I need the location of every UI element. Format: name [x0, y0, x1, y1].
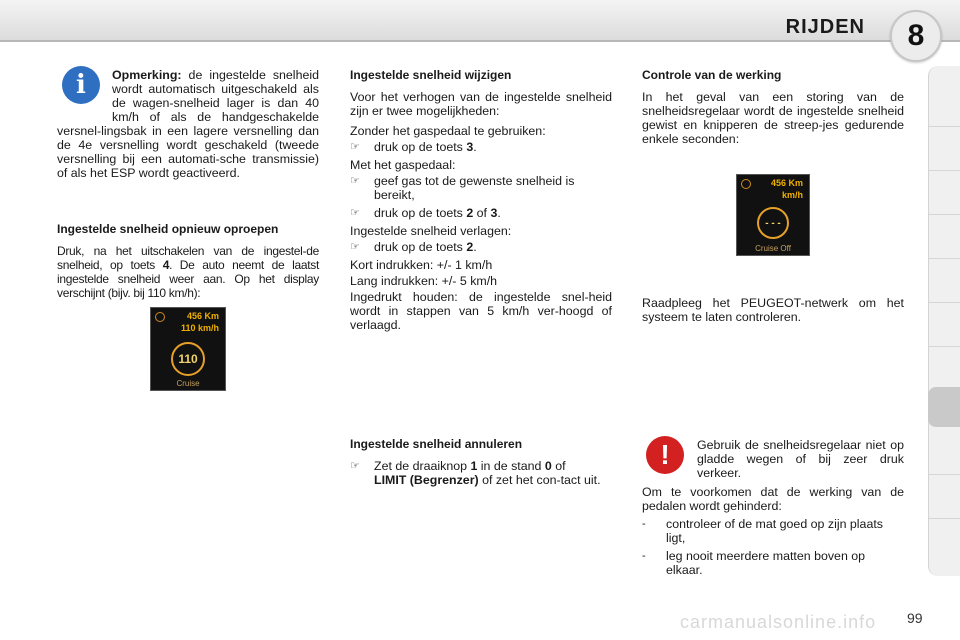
tab-divider — [929, 518, 960, 519]
change-heading: Ingestelde snelheid wijzigen — [350, 68, 512, 82]
chapter-tab-active[interactable] — [928, 387, 960, 427]
lower-label: Ingestelde snelheid verlagen: — [350, 224, 512, 238]
hold-text: Ingedrukt houden: de ingestelde snel-heid wordt in stappen van 5 km/h ver-hoogd of verlaagd. — [350, 290, 612, 332]
without-pedal: Zonder het gaspedaal te gebruiken: — [350, 124, 546, 138]
speed-readout: km/h — [781, 190, 803, 200]
key-number: 2 — [466, 206, 474, 220]
warning-text — [697, 438, 904, 486]
tab-divider — [929, 258, 960, 259]
speed-ring: - - - — [757, 207, 789, 239]
bullet-text: of — [473, 206, 491, 220]
long-press: Lang indrukken: +/- 5 km/h — [350, 274, 498, 288]
bullet-item — [350, 459, 612, 487]
hand-icon: ☞ — [350, 207, 360, 219]
key-number: 2 — [466, 240, 474, 254]
check-section — [642, 68, 904, 152]
dash-marker: - — [642, 518, 646, 530]
warning-paragraph: Gebruik de snelheidsregelaar niet op gladde wegen of bij zeer druk verkeer. — [697, 438, 904, 480]
warning-icon: ! — [646, 436, 684, 474]
consult-text — [642, 296, 904, 330]
change-intro: Voor het verhogen van de ingestelde snelheid zijn er twee mogelijkheden: — [350, 90, 612, 118]
page-number: 99 — [907, 610, 923, 626]
dash-text: leg nooit meerdere matten boven op elkaar. — [666, 549, 866, 577]
cruise-mode-label: Cruise Off — [755, 244, 791, 253]
dash-marker: - — [642, 550, 646, 562]
check-heading: Controle van de werking — [642, 68, 782, 82]
hand-icon: ☞ — [350, 175, 360, 187]
cancel-section — [350, 437, 612, 491]
cruise-mode-label: Cruise — [176, 379, 200, 388]
tab-divider — [929, 346, 960, 347]
bullet-text: Zet de draaiknop — [374, 459, 471, 473]
speed-ring: 110 — [171, 342, 205, 376]
recall-paragraph — [57, 244, 319, 300]
cancel-heading: Ingestelde snelheid annuleren — [350, 437, 523, 451]
bullet-text: of — [551, 459, 566, 473]
dash-text: controleer of de mat goed op zijn plaats ligt, — [666, 517, 883, 545]
bullet-text: druk op de toets — [374, 206, 467, 220]
hand-icon: ☞ — [350, 141, 360, 153]
hand-icon: ☞ — [350, 241, 360, 253]
note-label-inline: Opmerking: — [112, 68, 182, 82]
dash-item — [642, 549, 904, 577]
tab-divider — [929, 302, 960, 303]
cruise-display-110 — [150, 307, 226, 391]
tab-divider — [929, 474, 960, 475]
bullet-item — [350, 174, 612, 202]
speed-readout: 110 km/h — [180, 323, 219, 333]
clock-icon — [741, 179, 751, 189]
recall-text-b: . De auto neemt de laatst ingestelde snelheid weer aan. Op het display verschijnt (bijv. bij 110 km/h): — [57, 258, 319, 300]
page-title: RIJDEN — [785, 16, 865, 38]
with-pedal: Met het gaspedaal: — [350, 158, 456, 172]
recall-key: 4 — [162, 258, 170, 272]
key-number: 3 — [490, 206, 498, 220]
note-block — [57, 68, 319, 180]
cruise-display-off — [736, 174, 810, 256]
dash-item — [642, 517, 904, 545]
recall-text-a: Druk, na het uitschakelen van de ingestel-de snelheid, op toets — [57, 244, 319, 272]
tab-divider — [929, 126, 960, 127]
short-press: Kort indrukken: +/- 1 km/h — [350, 258, 493, 272]
tab-divider — [929, 170, 960, 171]
info-icon: i — [62, 66, 100, 104]
recall-section — [57, 222, 319, 306]
check-text: In het geval van een storing van de snelheidsregelaar wordt de ingestelde snelheid gewist en knipperen de streep-jes gedurende enkele seconden: — [642, 90, 904, 146]
change-section — [350, 68, 612, 338]
bullet-text: geef gas tot de gewenste snelheid is bereikt, — [374, 174, 575, 202]
bullet-item: ☞ druk op de toets 3. — [350, 140, 477, 154]
odometer-readout: 456 Km — [186, 311, 219, 321]
hand-icon: ☞ — [350, 460, 360, 472]
consult-paragraph: Raadpleeg het PEUGEOT-netwerk om het systeem te laten controleren. — [642, 296, 904, 324]
prevent-section — [642, 485, 904, 581]
watermark: carmanualsonline.info — [680, 612, 877, 632]
chapter-badge: 8 — [890, 10, 942, 62]
chapter-tabs — [928, 66, 960, 576]
clock-icon — [155, 312, 165, 322]
odometer-readout: 456 Km — [770, 178, 803, 188]
bullet-text: of zet het con-tact uit. — [478, 473, 601, 487]
bullet-text: druk op de toets — [374, 240, 467, 254]
key-number: 1 — [470, 459, 478, 473]
key-number: 0 — [544, 459, 552, 473]
prevent-paragraph: Om te voorkomen dat de werking van de pedalen wordt gehinderd: — [642, 485, 904, 513]
limit-label: LIMIT (Begrenzer) — [374, 473, 479, 487]
bullet-item: ☞ druk op de toets 2. — [350, 240, 477, 254]
note-body-inline: de ingestelde snelheid wordt automatisch uitgeschakeld als de wagen-snelheid lager is dan 40 km/h of als de handgeschakelde versnel-lingsbak in een lagere versnelling dan de 4e versnelling wordt geschakeld (tweede versnelling bij een automati-sche transmissie) of als het ESP wordt geactiveerd. — [57, 68, 319, 180]
bullet-item: ☞ druk op de toets 2 of 3. — [350, 206, 501, 220]
bullet-text: druk op de toets — [374, 140, 467, 154]
tab-divider — [929, 214, 960, 215]
key-number: 3 — [466, 140, 474, 154]
recall-heading: Ingestelde snelheid opnieuw oproepen — [57, 222, 279, 236]
bullet-text: in de stand — [477, 459, 545, 473]
